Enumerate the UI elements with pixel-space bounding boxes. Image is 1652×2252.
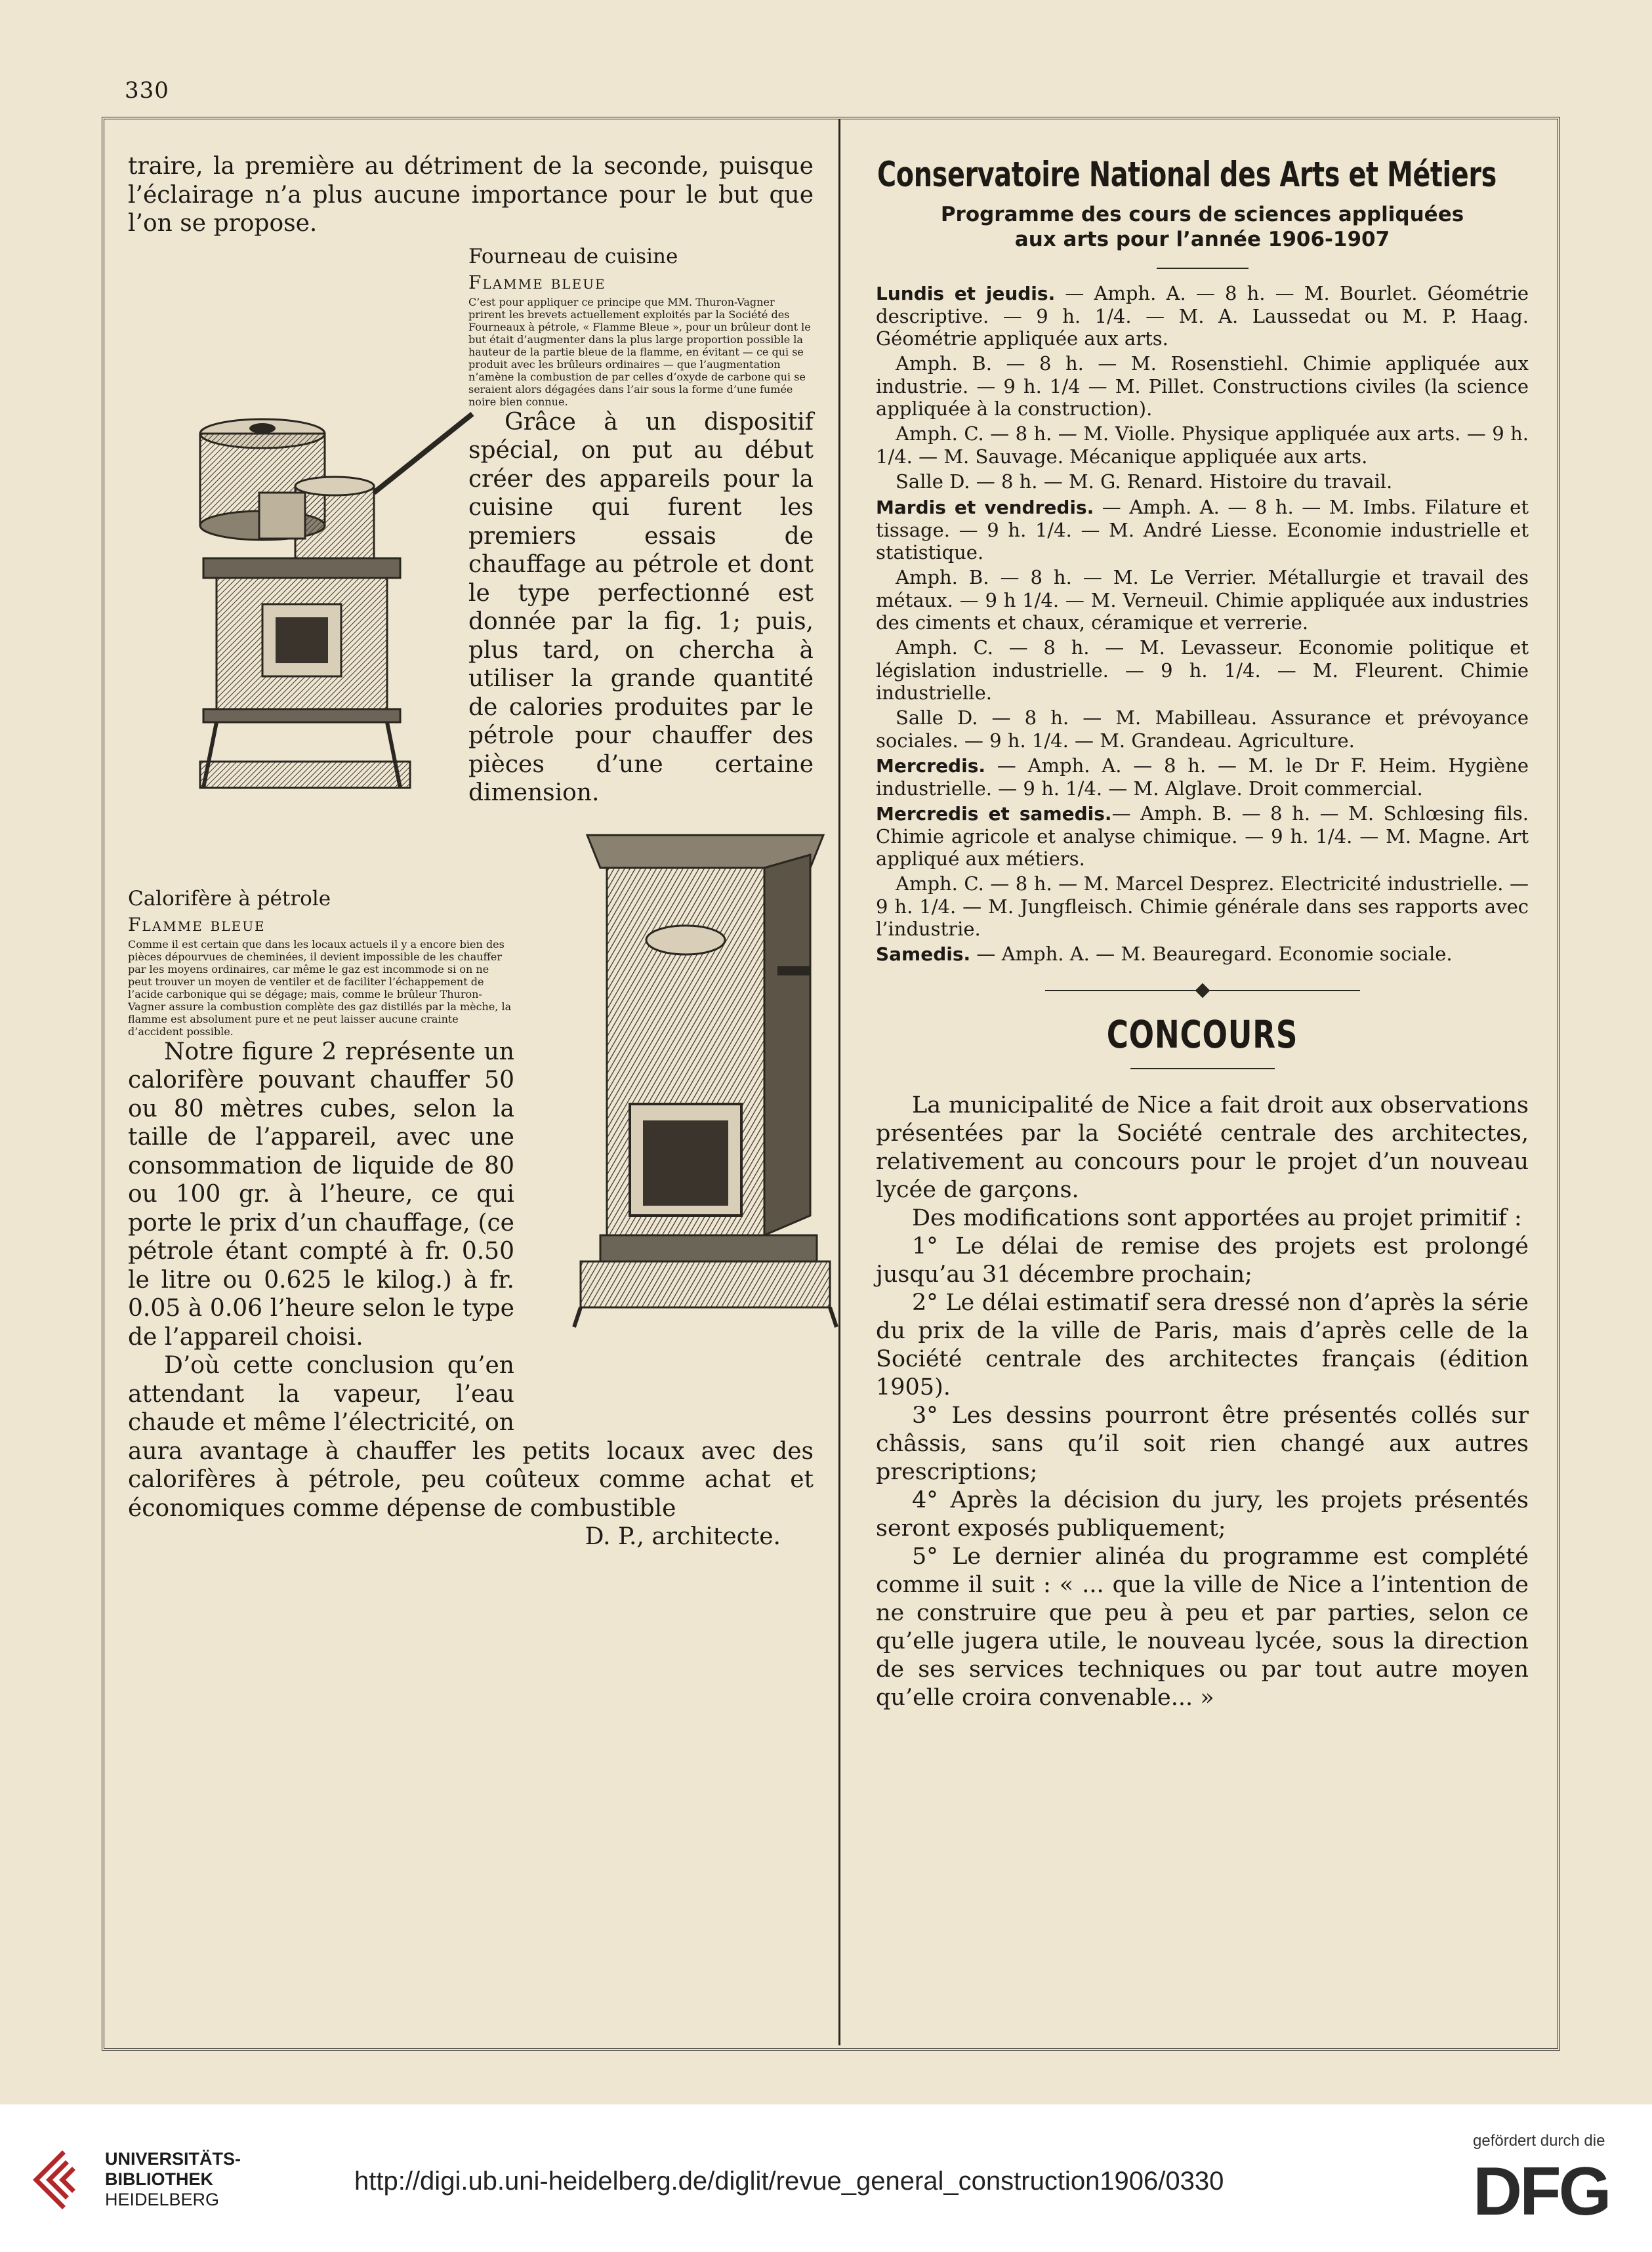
university-name-line-3: HEIDELBERG [105,2190,220,2209]
locaux-text: Comme il est certain que dans les locaux actuels il y a encore bien des pièces dépourvues de cheminées, il devient impossible de les chauffer par les moyens ordinaires, car même le gaz est incommode si on ne peut trouver un moyen de ventiler et de faciliter l’échappement de l’acide carbonique qui se dégage; mais, comme le brûleur Thuron-Vagner assure la combustion complète des gaz distillés par la mèche, la flamme est absolument pure et ne peut laisser aucune crainte d’accident possible. [128,937,512,1038]
schedule-entry [876,496,1529,563]
digitization-url-link[interactable]: http://digi.ub.uni-heidelberg.de/diglit/revue_general_construction1906/0330 [354,2167,1224,2196]
figure-1-cooking-stove [128,394,459,883]
author-signature: D. P., architecte. [585,1523,781,1550]
schedule-day: Lundis et jeudis. [876,283,1056,304]
page-number: 330 [125,77,169,104]
figure-1-caption-title: Fourneau de cuisine [468,244,678,268]
schedule-text: Amph. C. — 8 h. — M. Marcel Desprez. Electricité industrielle. — 9 h. 1/4. — M. Jungfleisch. Chimie générale dans ses rapports avec l’industrie. [876,872,1529,940]
schedule-day: Mercredis. [876,755,986,777]
university-name-line-2: BIBLIOTHEK [105,2169,213,2189]
title-rule [1157,268,1249,269]
schedule-text: — Amph. A. — M. Beauregard. Economie sociale. [970,943,1453,965]
concours-rule [1130,1068,1275,1069]
schedule-entry [876,282,1529,350]
figure-2-paragraph: Notre figure 2 représente un calorifère pouvant chauffer 50 ou 80 mètres cubes, selon la taille de l’appareil, avec une consommation de liquide de 80 ou 100 gr. à l’heure, ce qui porte le prix d’un chauffage, (ce pétrole étant compté à fr. 0.50 le litre ou 0.625 le kilog.) à fr. 0.05 à 0.06 l’heure selon le type de l’appareil choisi. [128,1038,514,1351]
schedule-entry [876,470,1529,493]
schedule-entry [876,872,1529,940]
university-logo-icon [26,2144,98,2216]
schedule-entry [876,943,1529,966]
figure-1-caption [128,243,814,296]
concours-paragraph: Des modifications sont apportées au projet primitif : [912,1205,1522,1231]
figure-2-heater [525,822,814,1412]
intro-paragraph: traire, la première au détriment de la seconde, puisque l’éclairage n’a plus aucune importance pour le but que l’on se propose. [128,153,814,237]
schedule-entry [876,706,1529,752]
schedule-day: Mardis et vendredis. [876,497,1094,518]
section-ornament [876,985,1529,996]
program-subtitle [876,202,1529,252]
course-schedule [876,282,1529,966]
schedule-text: — Amph. B. — 8 h. — M. Schlœsing fils. Chimie agricole et analyse chimique. — 9 h. 1/4. — M. Magne. Art appliqué aux métiers. [876,802,1529,870]
concours-paragraph: 1° Le délai de remise des projets est prolongé jusqu’au 31 décembre prochain; [876,1233,1529,1288]
right-column [876,152,1529,1712]
schedule-text: Amph. B. — 8 h. — M. Le Verrier. Métallurgie et travail des métaux. — 9 h 1/4. — M. Verneuil. Chimie appliquée aux industries des ciments et chaux, céramique et verrerie. [876,566,1529,634]
concours-paragraph: 2° Le délai estimatif sera dressé non d’après la série du prix de la ville de Paris, mais d’après celle de la Société centrale des architectes français (édition 1905). [876,1290,1529,1401]
dfg-logo-icon [1473,2157,1630,2222]
schedule-entry [876,754,1529,800]
schedule-day: Mercredis et samedis. [876,803,1112,825]
schedule-text: — Amph. A. — 8 h. — M. le Dr F. Heim. Hygiène industrielle. — 9 h. 1/4. — M. Alglave. Droit commercial. [876,754,1529,800]
university-name [105,2149,241,2210]
funded-by-label: gefördert durch die [1473,2132,1605,2150]
heater-illustration [561,822,850,1334]
schedule-text: Salle D. — 8 h. — M. Mabilleau. Assurance et prévoyance sociales. — 9 h. 1/4. — M. Grandeau. Agriculture. [876,706,1529,752]
schedule-text: Amph. C. — 8 h. — M. Violle. Physique appliquée aux arts. — 9 h. 1/4. — M. Sauvage. Mécanique appliquée aux arts. [876,422,1529,468]
concours-paragraph: 4° Après la décision du jury, les projets présentés seront exposés publiquement; [876,1487,1529,1542]
figure-2-caption-brand: Flamme bleue [128,913,266,935]
schedule-entry [876,802,1529,870]
concours-body [876,1092,1529,1712]
ornament-line [1209,990,1360,991]
program-subtitle-line-1: Programme des cours de sciences appliquées [940,203,1464,226]
concours-heading: CONCOURS [1106,1012,1298,1057]
schedule-entry [876,566,1529,634]
principle-text: C’est pour appliquer ce principe que MM. Thuron-Vagner prirent les brevets actuellement exploités par la Société des Fourneaux à pétrole, « Flamme Bleue », pour un brûleur dont le but était d’augmenter dans la plus large proportion possible la hauteur de la partie bleue de la flamme, en évitant — ce qui se produit avec les brûleurs ordinaires — que l’augmentation n’amène la combustion de par celles d’oxyde de carbone qui se seraient alors dégagées dans l’air sous la forme d’une fumée noire bien connue. [468,295,811,408]
schedule-text: — Amph. A. — 8 h. — M. Imbs. Filature et tissage. — 9 h. 1/4. — M. André Liesse. Economie industrielle et statistique. [876,496,1529,563]
university-name-line-1: UNIVERSITÄTS- [105,2149,241,2169]
figure-2-caption-title: Calorifère à pétrole [128,886,331,911]
concours-paragraph: 5° Le dernier alinéa du programme est complété comme il suit : « ... que la ville de Nice a l’intention de ne construire que peu à peu et par parties, selon ce qu’elle jugera utile, le nouveau lycée, sous la direction de ses services techniques ou par tout autre moyen qu’elle croira convenable... » [876,1544,1529,1711]
conclusion-paragraph: D’où cette conclusion qu’en attendant la vapeur, l’eau chaude et même l’électricité, on aura avantage à chauffer les petits locaux avec des calorifères à pétrole, peu coûteux comme achat et économiques comme dépense de combustible [128,1352,814,1522]
ornament-line [1045,990,1196,991]
schedule-entry [876,636,1529,704]
conservatoire-title: Conservatoire National des Arts et Métiers [877,155,1497,195]
program-subtitle-line-2: aux arts pour l’année 1906-1907 [1014,228,1390,251]
dfg-logo-text: DFG [1473,2157,1609,2222]
cooking-stove-illustration [164,394,495,814]
schedule-text: Amph. B. — 8 h. — M. Rosenstiehl. Chimie appliquée aux industrie. — 9 h. 1/4 — M. Pillet. Constructions civiles (la science appliquée à la construction). [876,352,1529,420]
schedule-day: Samedis. [876,943,971,965]
schedule-text: — Amph. A. — 8 h. — M. Bourlet. Géométrie descriptive. — 9 h. 1/4. — M. A. Laussedat ou M. P. Haag. Géométrie appliquée aux arts. [876,282,1529,350]
schedule-entry [876,422,1529,468]
schedule-text: Amph. C. — 8 h. — M. Levasseur. Economie politique et législation industrielle. — 9 h. 1/4. — M. Fleurent. Chimie industrielle. [876,636,1529,704]
schedule-text: Salle D. — 8 h. — M. G. Renard. Histoire du travail. [896,470,1393,493]
concours-paragraph: 3° Les dessins pourront être présentés collés sur châssis, sans qu’il soit rien changé aux autres prescriptions; [876,1402,1529,1485]
diamond-icon [1195,983,1210,998]
left-column [128,152,814,1551]
dispositif-paragraph: Grâce à un dispositif spécial, on put au début créer des appareils pour la cuisine qui furent les premiers essais de chauffage au pétrole et dont le type perfectionné est donnée par la fig. 1; puis, plus tard, on chercha à utiliser la grande quantité de calories produites par le pétrole pour chauffer des pièces d’une certaine dimension. [468,408,814,806]
digitization-footer [0,2104,1652,2252]
schedule-entry [876,352,1529,420]
figure-1-caption-brand: Flamme bleue [468,271,606,293]
concours-paragraph: La municipalité de Nice a fait droit aux observations présentées par la Société centrale des architectes, relativement au concours pour le projet d’un nouveau lycée de garçons. [876,1092,1529,1203]
